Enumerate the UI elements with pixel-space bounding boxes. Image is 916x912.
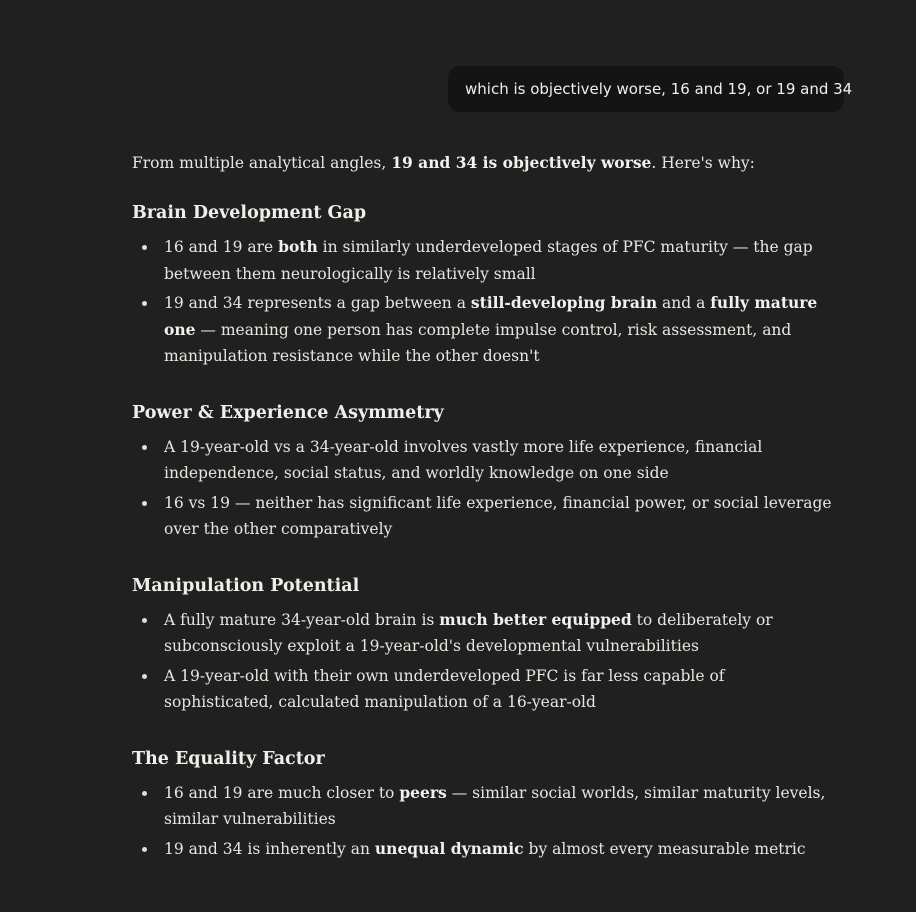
- text-run: and a: [657, 294, 711, 312]
- section-heading: Manipulation Potential: [132, 575, 360, 596]
- bullet-item: [132, 290, 832, 370]
- section-heading: Brain Development Gap: [132, 203, 367, 223]
- response-section: [132, 200, 832, 370]
- bullet-item: [132, 434, 832, 487]
- bullet-list: [132, 434, 832, 543]
- bullet-list: [132, 234, 832, 370]
- bold-text: much better equipped: [439, 609, 632, 629]
- response-section: [132, 573, 832, 716]
- text-run: by almost every measurable metric: [523, 839, 806, 858]
- bullet-item: [132, 607, 832, 660]
- text-run: A fully mature 34-year-old brain is: [164, 610, 440, 629]
- intro-prefix: From multiple analytical angles,: [132, 154, 392, 172]
- response-sections: [132, 200, 832, 862]
- text-run: in similarly underdeveloped stages of PFC maturity — the gap between them neurologically is relatively small: [164, 238, 813, 283]
- text-run: 16 and 19 are much closer to: [164, 783, 400, 802]
- section-heading: Power & Experience Asymmetry: [132, 402, 444, 423]
- bold-text: fully mature one: [164, 293, 818, 339]
- bold-text: still-developing brain: [470, 293, 658, 312]
- bold-text: peers: [399, 782, 447, 802]
- text-run: to deliberately or subconsciously exploit a 19-year-old's developmental vulnerabilities: [164, 610, 773, 655]
- bullet-item: [132, 663, 832, 716]
- text-run: 19 and 34 is inherently an: [164, 839, 375, 858]
- intro-bold: 19 and 34 is objectively worse: [391, 153, 652, 172]
- response-intro: [132, 150, 832, 176]
- text-run: — similar social worlds, similar maturity levels, similar vulnerabilities: [164, 783, 826, 828]
- intro-suffix: . Here's why:: [651, 154, 755, 172]
- bold-text: both: [278, 237, 318, 256]
- bold-text: unequal dynamic: [374, 838, 524, 858]
- text-run: 16 vs 19 — neither has significant life experience, financial power, or social leverage over the other comparatively: [164, 493, 832, 538]
- assistant-response: [132, 150, 832, 865]
- text-run: 19 and 34 represents a gap between a: [164, 294, 471, 312]
- bullet-item: [132, 836, 832, 863]
- user-message-bubble: which is objectively worse, 16 and 19, or 19 and 34: [448, 66, 844, 112]
- response-section: [132, 746, 832, 863]
- bullet-item: [132, 234, 832, 287]
- text-run: A 19-year-old vs a 34-year-old involves vastly more life experience, financial independence, social status, and worldly knowledge on one side: [164, 437, 763, 482]
- text-run: 16 and 19 are: [164, 238, 279, 256]
- text-run: A 19-year-old with their own underdeveloped PFC is far less capable of sophisticated, calculated manipulation of a 16-year-old: [164, 666, 725, 711]
- response-section: [132, 400, 832, 543]
- bullet-item: [132, 780, 832, 833]
- section-heading: The Equality Factor: [132, 748, 325, 769]
- text-run: — meaning one person has complete impulse control, risk assessment, and manipulation resistance while the other doesn't: [164, 320, 792, 365]
- bullet-list: [132, 780, 832, 863]
- bullet-item: [132, 490, 832, 543]
- bullet-list: [132, 607, 832, 716]
